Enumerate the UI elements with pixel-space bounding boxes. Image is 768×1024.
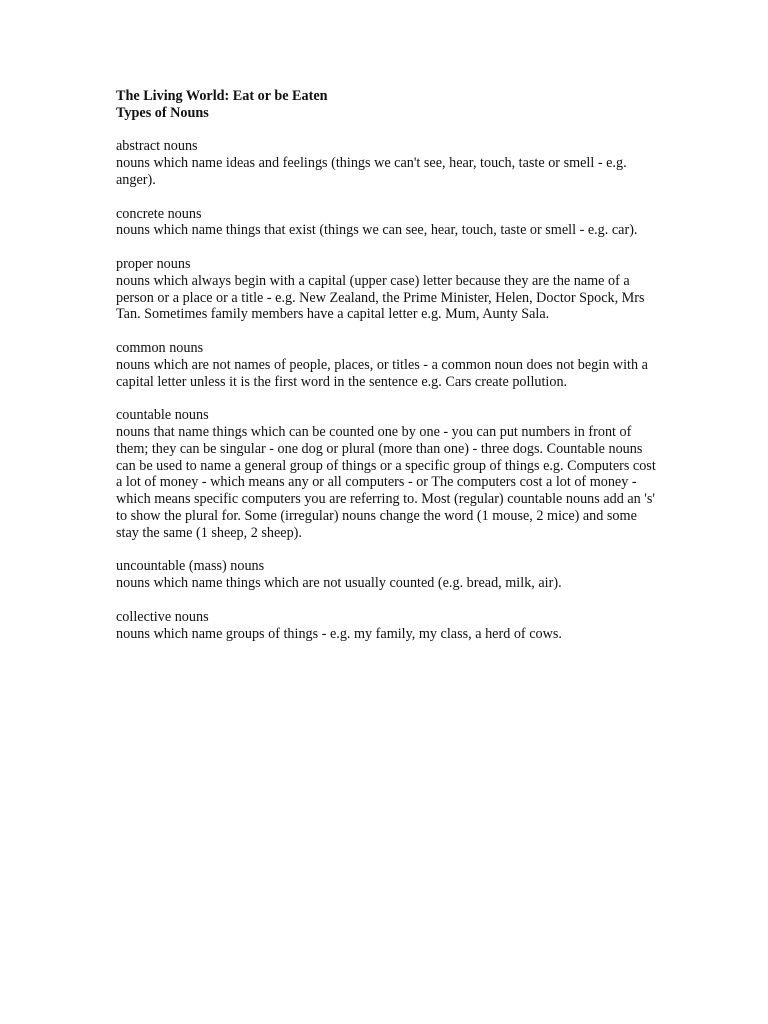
section-common-nouns bbox=[116, 340, 656, 390]
section-abstract-nouns bbox=[116, 138, 656, 188]
document-subtitle: Types of Nouns bbox=[116, 104, 209, 121]
section-term: uncountable (mass) nouns bbox=[116, 558, 265, 575]
section-proper-nouns bbox=[116, 256, 656, 323]
section-definition: nouns which name groups of things - e.g. my family, my class, a herd of cows. bbox=[116, 625, 562, 642]
section-definition: nouns which name things that exist (things we can see, hear, touch, taste or smell - e.g. car). bbox=[116, 222, 638, 239]
section-uncountable-nouns bbox=[116, 558, 656, 592]
section-definition: nouns which name ideas and feelings (things we can't see, hear, touch, taste or smell - e.g. anger). bbox=[116, 155, 627, 188]
section-definition: nouns which always begin with a capital (upper case) letter because they are the name of a person or a place or a title - e.g. New Zealand, the Prime Minister, Helen, Doctor Spock, Mrs Tan. Sometimes family members have a capital letter e.g. Mum, Aunty Sala. bbox=[116, 272, 645, 323]
section-term: concrete nouns bbox=[116, 205, 202, 222]
document-page bbox=[116, 88, 656, 642]
document-title: The Living World: Eat or be Eaten bbox=[116, 88, 328, 104]
section-term: proper nouns bbox=[116, 255, 191, 272]
section-term: common nouns bbox=[116, 339, 204, 356]
section-term: collective nouns bbox=[116, 608, 209, 625]
section-concrete-nouns bbox=[116, 206, 656, 240]
section-definition: nouns that name things which can be counted one by one - you can put numbers in front of them; they can be singular - one dog or plural (more than one) - three dogs. Countable nouns can be used to name a general group of things or a specific group of things e.g. Computers cost a lot of money - which means any or all computers - or The computers cost a lot of money - which means specific computers you are referring to. Most (regular) countable nouns add an 's' to show the plural for. Some (irregular) nouns change the word (1 mouse, 2 mice) and some stay the same (1 sheep, 2 sheep). bbox=[116, 423, 656, 541]
section-definition: nouns which are not names of people, places, or titles - a common noun does not begin with a capital letter unless it is the first word in the sentence e.g. Cars create pollution. bbox=[116, 356, 648, 390]
section-term: countable nouns bbox=[116, 407, 209, 424]
section-term: abstract nouns bbox=[116, 138, 198, 155]
section-countable-nouns bbox=[116, 407, 656, 541]
section-definition: nouns which name things which are not usually counted (e.g. bread, milk, air). bbox=[116, 575, 562, 592]
section-collective-nouns bbox=[116, 609, 656, 643]
